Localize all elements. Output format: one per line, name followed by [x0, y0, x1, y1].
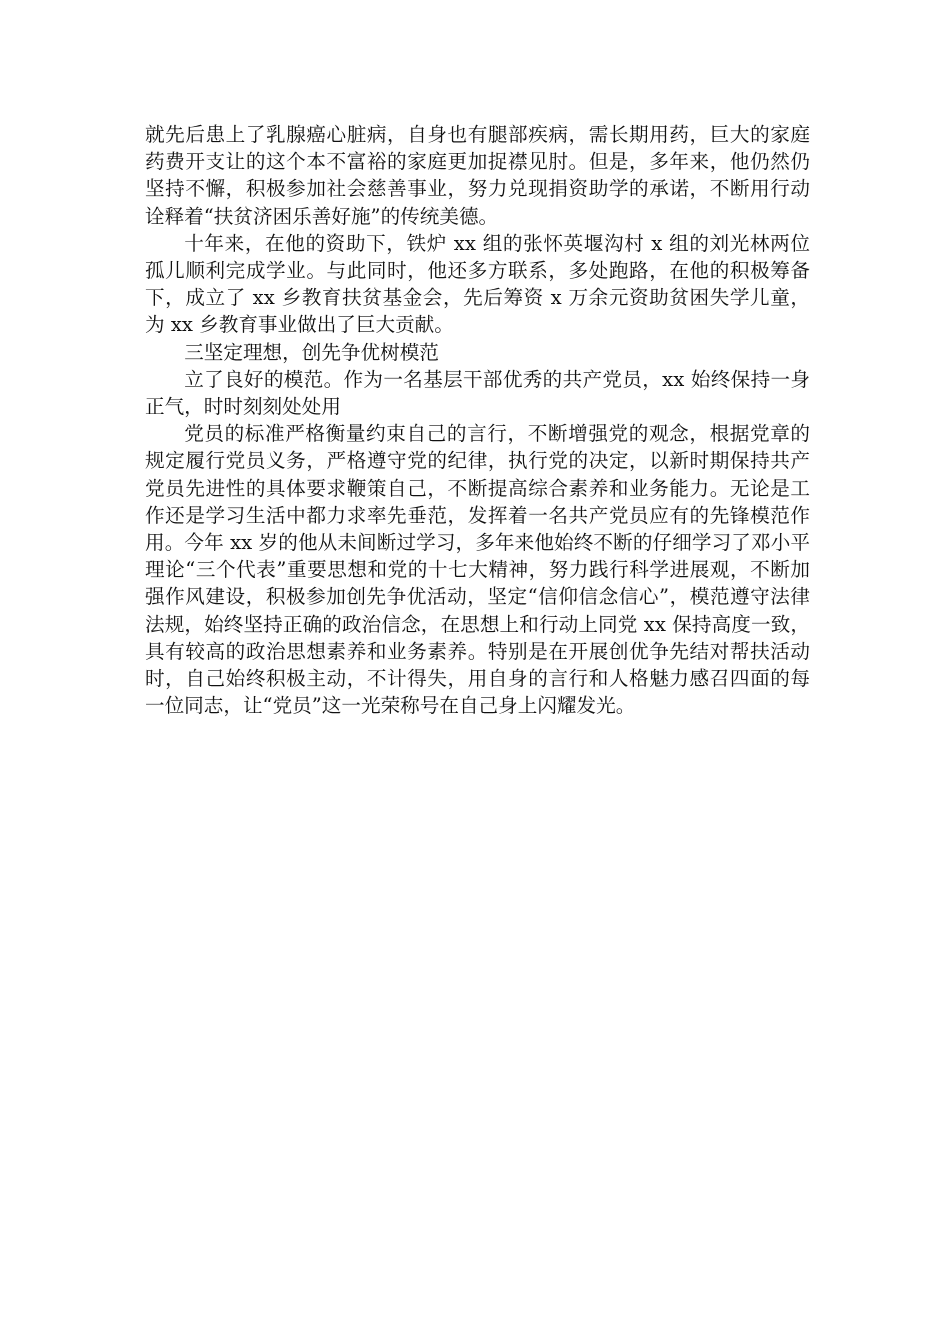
paragraph-3: 立了良好的模范。作为一名基层干部优秀的共产党员，xx 始终保持一身正气，时时刻刻处处用	[145, 367, 810, 419]
section-heading: 三坚定理想，创先争优树模范	[184, 340, 439, 364]
paragraph-1: 就先后患上了乳腺癌心脏病，自身也有腿部疾病，需长期用药，巨大的家庭药费开支让的这个本不富裕的家庭更加捉襟见肘。但是，多年来，他仍然仍坚持不懈，积极参加社会慈善事业，努力兑现捐资助学的承诺，不断用行动诠释着“扶贫济困乐善好施”的传统美德。	[145, 123, 810, 228]
document-page	[145, 121, 810, 719]
paragraph-2: 十年来，在他的资助下，铁炉 xx 组的张怀英堰沟村 x 组的刘光林两位孤儿顺利完成学业。与此同时，他还多方联系，多处跑路，在他的积极筹备下，成立了 xx 乡教育扶贫基金会，先后筹资 x 万余元资助贫困失学儿童，为 xx 乡教育事业做出了巨大贡献。	[145, 231, 810, 337]
paragraph-4: 党员的标准严格衡量约束自己的言行，不断增强党的观念，根据党章的规定履行党员义务，严格遵守党的纪律，执行党的决定，以新时期保持共产党员先进性的具体要求鞭策自己，不断提高综合素养和业务能力。无论是工作还是学习生活中都力求率先垂范，发挥着一名共产党员应有的先锋模范作用。今年 xx 岁的他从未间断过学习，多年来他始终不断的仔细学习了邓小平理论“三个代表”重要思想和党的十七大精神，努力践行科学进展观，不断加强作风建设，积极参加创先争优活动，坚定“信仰信念信心”，模范遵守法律法规，始终坚持正确的政治信念，在思想上和行动上同党 xx 保持高度一致，具有较高的政治思想素养和业务素养。特别是在开展创优争先结对帮扶活动时，自己始终积极主动，不计得失，用自身的言行和人格魅力感召四面的每一位同志，让“党员”这一光荣称号在自己身上闪耀发光。	[145, 422, 810, 718]
